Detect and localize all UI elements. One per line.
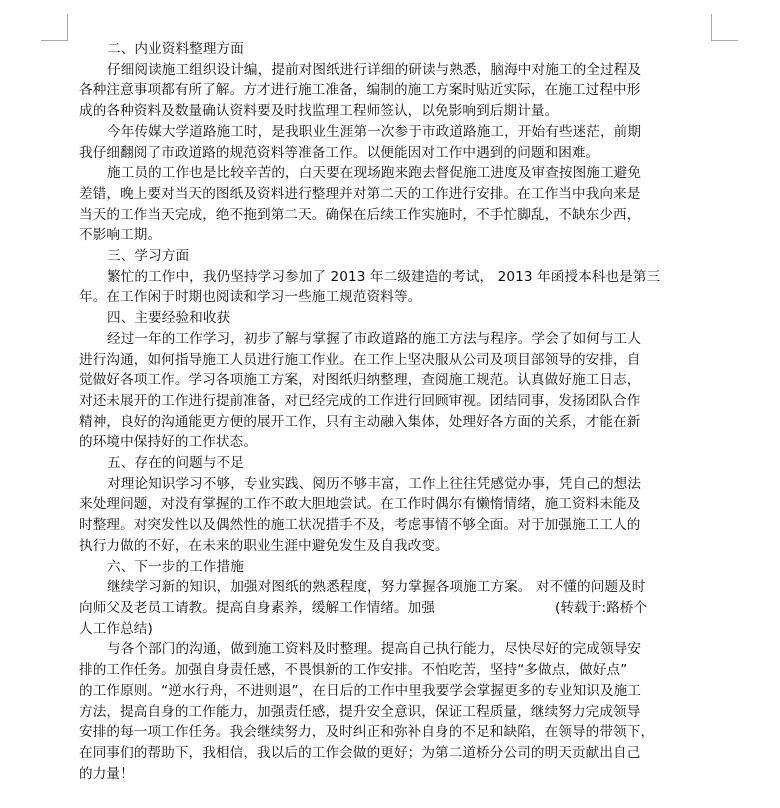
paragraph <box>79 60 719 122</box>
paragraph <box>79 577 719 639</box>
reprint-note: (转载于:路桥个 <box>555 599 648 616</box>
section-heading <box>79 557 719 578</box>
text-line: 在同事们的帮助下，我相信，我以后的工作会做的更好；为第二道桥分公司的明天贡献出自己 <box>79 744 641 761</box>
text-line: 觉做好各项工作。学习各项施工方案，对图纸归纳整理，查阅施工规范。认真做好施工日志， <box>79 372 641 389</box>
section-heading <box>79 308 719 329</box>
text-line: 继续学习新的知识，加强对图纸的熟悉程度，努力掌握各项施工方案。 对不懂的问题及时 <box>107 579 646 596</box>
document-body <box>79 39 719 784</box>
text-line: 年。在工作闲于时期也阅读和学习一些施工规范资料等。 <box>79 289 422 306</box>
section-heading-text: 三、学习方面 <box>107 248 190 265</box>
text-line: 不影响工期。 <box>79 227 162 244</box>
text-line: 差错，晚上要对当天的图纸及资料进行整理并对第二天的工作进行安排。在工作当中我向来是 <box>79 185 641 202</box>
paragraph <box>79 474 719 557</box>
text-line: 对还未展开的工作进行提前准备，对已经完成的工作进行回顾审视。团结同事，发扬团队合作 <box>79 392 641 409</box>
text-line: 精神，良好的沟通能更方便的展开工作，只有主动融入集体，处理好各方面的关系，才能在新 <box>79 413 641 430</box>
section-heading-text: 六、下一步的工作措施 <box>107 558 244 575</box>
section-heading <box>79 453 719 474</box>
section-heading-text: 四、主要经验和收获 <box>107 310 231 327</box>
text-line: 方法，提高自身的工作能力，加强责任感，提升安全意识，保证工程质量，继续努力完成领导 <box>79 703 641 720</box>
paragraph <box>79 163 719 246</box>
text-line: 来处理问题，对没有掌握的工作不敢大胆地尝试。在工作时偶尔有懒惰情绪，施工资料未能及 <box>79 496 641 513</box>
text-line: 经过一年的工作学习，初步了解与掌握了市政道路的施工方法与程序。学会了如何与工人 <box>107 330 642 347</box>
paragraph <box>79 639 719 784</box>
text-line: 排的工作任务。加强自身责任感，不畏惧新的工作安排。不怕吃苦，坚持“多做点，做好点” <box>79 662 628 679</box>
section-heading-text: 五、存在的问题与不足 <box>107 455 244 472</box>
text-line: 各种注意事项都有所了解。方才进行施工准备，编制的施工方案时贴近实际，在施工过程中形 <box>79 82 641 99</box>
text-line: 今年传媒大学道路施工时，是我职业生涯第一次参于市政道路施工，开始有些迷茫，前期 <box>107 123 642 140</box>
section-heading <box>79 39 719 60</box>
paragraph <box>79 329 719 453</box>
text-line: 安排的每一项工作任务。我会继续努力，及时纠正和弥补自身的不足和缺陷，在领导的带领下， <box>79 724 655 741</box>
text-line: 我仔细翻阅了市政道路的规范资料等准备工作。以便能因对工作中遇到的问题和困难。 <box>79 144 600 161</box>
text-line: 当天的工作当天完成，绝不拖到第二天。确保在后续工作实施时，不手忙脚乱，不缺东少西， <box>79 206 641 223</box>
text-line: 与各个部门的沟通，做到施工资料及时整理。提高自己执行能力，尽快尽好的完成领导安 <box>107 641 642 658</box>
text-line: 人工作总结) <box>79 620 153 637</box>
section-heading <box>79 246 719 267</box>
text-line: 施工员的工作也是比较辛苦的，白天要在现场跑来跑去督促施工进度及审查按图施工避免 <box>107 165 642 182</box>
text-line: 繁忙的工作中，我仍坚持学习参加了 2013 年二级建造的考试， 2013 年函授本科也是第三 <box>107 268 661 285</box>
text-line <box>79 598 719 619</box>
crop-mark-top-right <box>711 14 738 41</box>
text-line: 执行力做的不好，在未来的职业生涯中避免发生及自我改变。 <box>79 537 449 554</box>
paragraph <box>79 267 719 308</box>
text-line: 成的各种资料及数量确认资料要及时找监理工程师签认，以免影响到后期计量。 <box>79 103 559 120</box>
text-line: 进行沟通，如何指导施工人员进行施工作业。在工作上坚决服从公司及项目部领导的安排，自 <box>79 351 641 368</box>
crop-mark-top-left <box>41 14 68 41</box>
text-line: 的工作原则。“逆水行舟，不进则退”，在日后的工作中里我要学会掌握更多的专业知识及施工 <box>79 682 642 699</box>
text-line: 的环境中保持好的工作状态。 <box>79 434 258 451</box>
text-line: 时整理。对突发性以及偶然性的施工状况措手不及，考虑事情不够全面。对于加强施工工人的 <box>79 517 641 534</box>
text-line-fragment: 向师父及老员工请教。提高自身素养，缓解工作情绪。加强 <box>79 599 436 616</box>
text-line: 对理论知识学习不够，专业实践、阅历不够丰富，工作上往往凭感觉办事，凭自己的想法 <box>107 475 642 492</box>
section-heading-text: 二、内业资料整理方面 <box>107 41 244 57</box>
text-line: 仔细阅读施工组织设计编，提前对图纸进行详细的研读与熟悉，脑海中对施工的全过程及 <box>107 61 642 78</box>
paragraph <box>79 122 719 163</box>
text-line: 的力量！ <box>79 765 134 782</box>
